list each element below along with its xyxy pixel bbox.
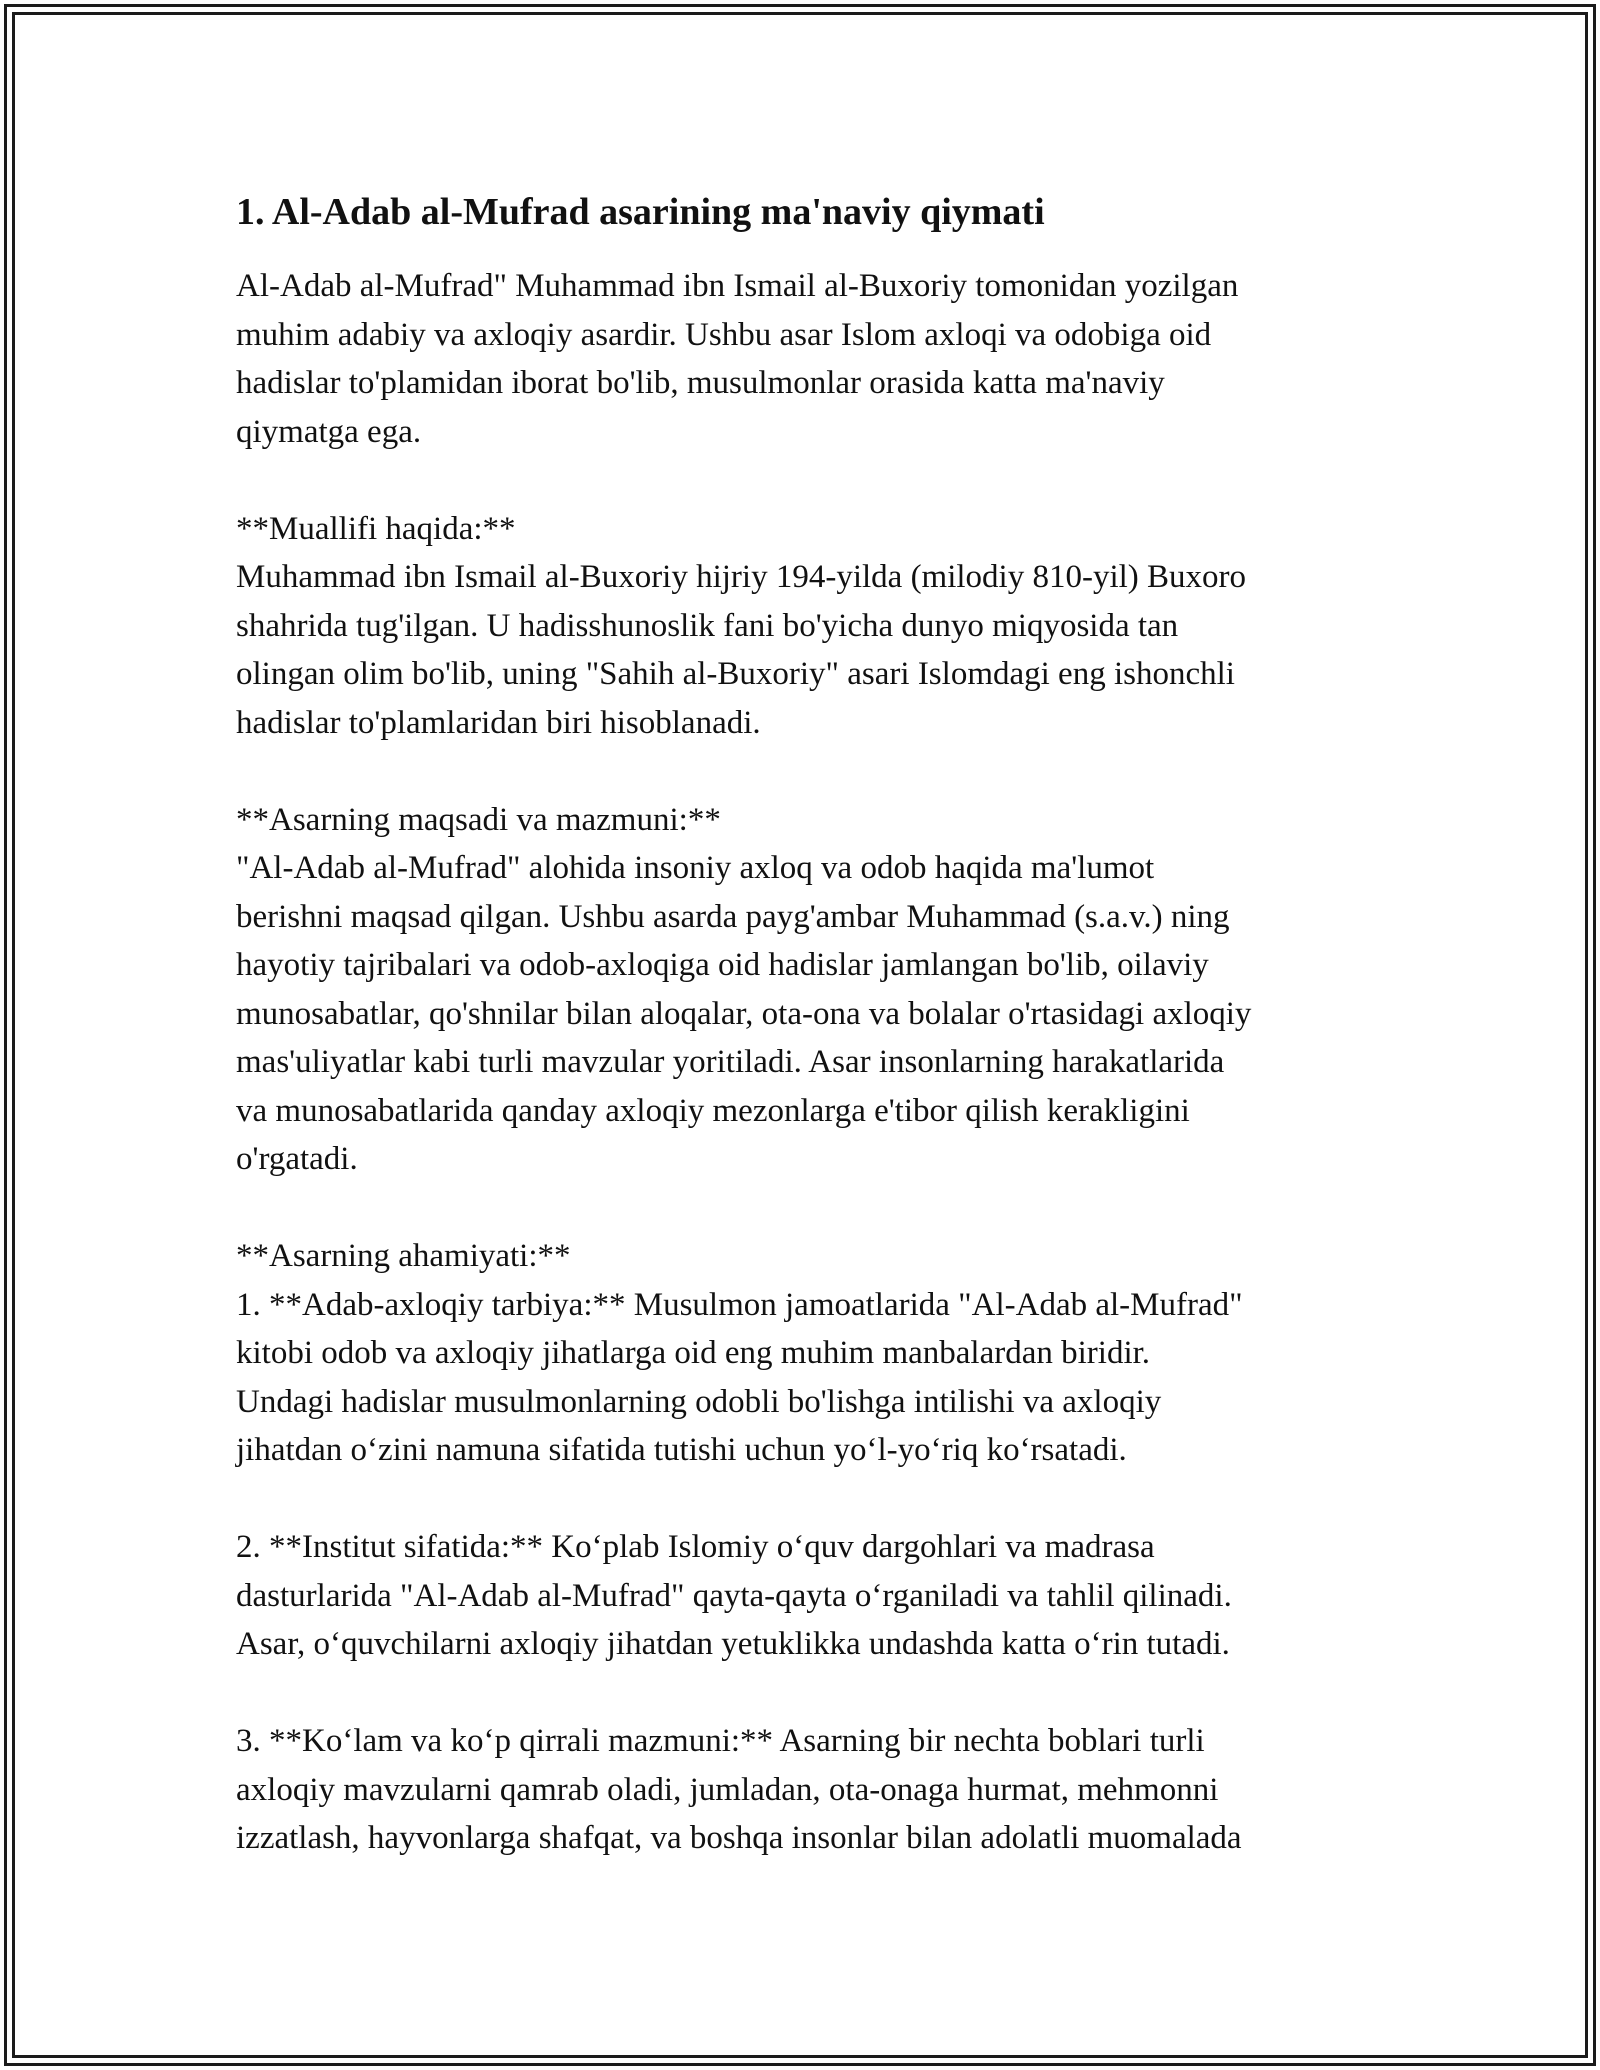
paragraph-spacer <box>236 456 1386 505</box>
point-3-paragraph: 3. **Ko‘lam va ko‘p qirrali mazmuni:** Asarning bir nechta boblari turli axloqiy mavzularni qamrab oladi, jumladan, ota-onaga hurmat, mehmonni izzatlash, hayvonlarga shafqat, va boshqa insonlar bilan adolatli muomalada <box>236 1723 1242 1856</box>
paragraph-spacer <box>236 1184 1386 1233</box>
intro-paragraph: Al-Adab al-Mufrad" Muhammad ibn Ismail al-Buxoriy tomonidan yozilgan muhim adabiy va axloqiy asardir. Ushbu asar Islom axloqi va odobiga oid hadislar to'plamidan iborat bo'lib, musulmonlar orasida katta ma'naviy qiymatga ega. <box>236 268 1239 450</box>
document-body <box>236 186 1386 1863</box>
point-2-paragraph: 2. **Institut sifatida:** Ko‘plab Islomiy o‘quv dargohlari va madrasa dasturlarida "Al-Adab al-Mufrad" qayta-qayta o‘rganiladi va tahlil qilinadi. Asar, o‘quvchilarni axloqiy jihatdan yetuklikka undashda katta o‘rin tutadi. <box>236 1529 1232 1662</box>
paragraph-spacer <box>236 1475 1386 1524</box>
section-heading: 1. Al-Adab al-Mufrad asarining ma'naviy qiymati <box>236 191 1045 233</box>
paragraph-spacer <box>236 1669 1386 1718</box>
author-paragraph: **Muallifi haqida:** Muhammad ibn Ismail al-Buxoriy hijriy 194-yilda (milodiy 810-yil) Buxoro shahrida tug'ilgan. U hadisshunoslik fani bo'yicha dunyo miqyosida tan olingan olim bo'lib, uning "Sahih al-Buxoriy" asari Islomdagi eng ishonchli hadislar to'plamlaridan biri hisoblanadi. <box>236 510 1247 741</box>
purpose-paragraph: **Asarning maqsadi va mazmuni:** "Al-Adab al-Mufrad" alohida insoniy axloq va odob haqida ma'lumot berishni maqsad qilgan. Ushbu asarda payg'ambar Muhammad (s.a.v.) ning hayotiy tajribalari va odob-axloqiga oid hadislar jamlangan bo'lib, oilaviy munosabatlar, qo'shnilar bilan aloqalar, ota-ona va bolalar o'rtasidagi axloqiy mas'uliyatlar kabi turli mavzular yoritiladi. Asar insonlarning harakatlarida va munosabatlarida qanday axloqiy mezonlarga e'tibor qilish kerakligini o'rgatadi. <box>236 801 1252 1177</box>
importance-paragraph: **Asarning ahamiyati:** 1. **Adab-axloqiy tarbiya:** Musulmon jamoatlarida "Al-Adab al-Mufrad" kitobi odob va axloqiy jihatlarga oid eng muhim manbalardan biridir. Undagi hadislar musulmonlarning odobli bo'lishga intilishi va axloqiy jihatdan o‘zini namuna sifatida tutishi uchun yo‘l-yo‘riq ko‘rsatadi. <box>236 1238 1243 1468</box>
paragraph-spacer <box>236 747 1386 796</box>
